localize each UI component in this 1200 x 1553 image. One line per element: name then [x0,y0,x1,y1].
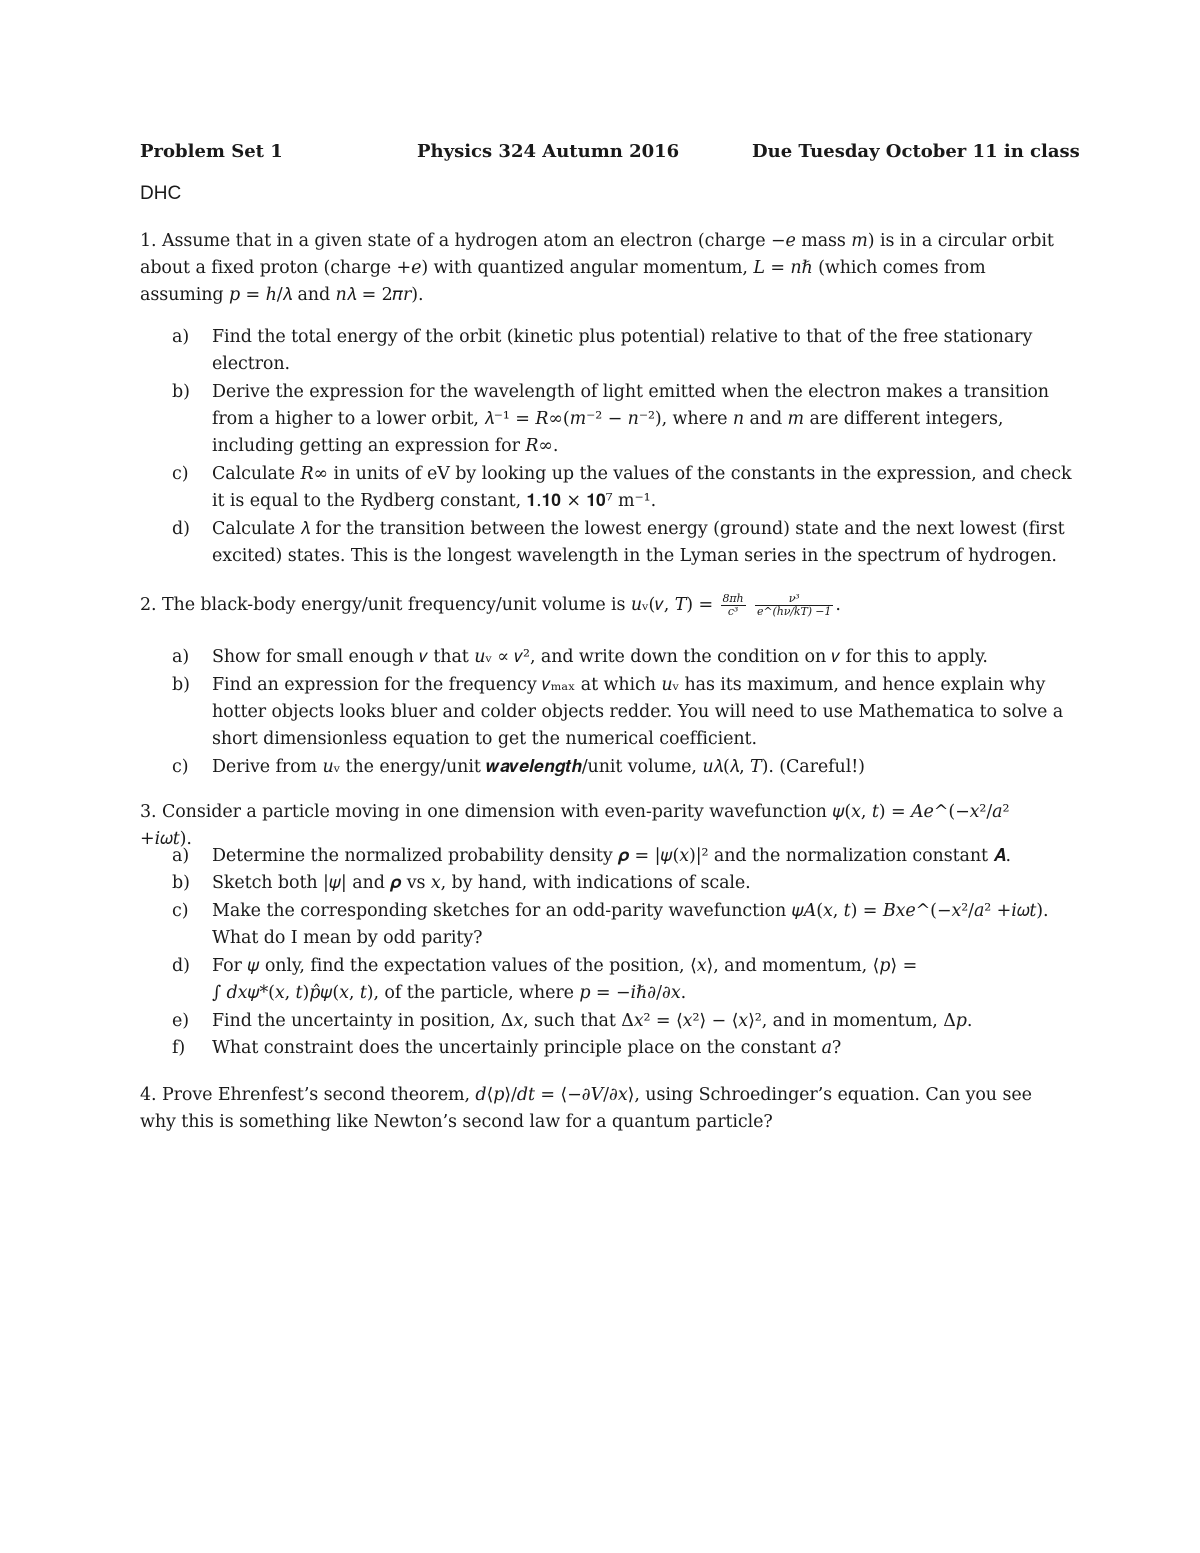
problem-3a [172,843,1072,870]
part-text: What constraint does the uncertainly principle place on the constant 𝑎? [212,1038,842,1058]
part-text: Calculate 𝜆 for the transition between the lowest energy (ground) state and the next lowest (first [212,519,1065,539]
problem-3c [172,898,1072,952]
part-text: Derive the expression for the wavelength of light emitted when the electron makes a transition [212,382,1049,402]
part-text: electron. [212,354,290,374]
problem-2-statement: 2. The black-body energy/unit frequency/unit volume is 𝑢ᵥ(𝜈, 𝑇) = $\frac{8\pi h}{\text{c³}}$ $\frac{\text{ν³}}{e\^{}(h\nu/kT) -1}$ . [140,592,841,618]
part-text: Sketch both |𝜓| and 𝝆 vs 𝑥, by hand, with indications of scale. [212,873,751,893]
problem-2c [172,754,1072,781]
problem-3-intro: 3. Consider a particle moving in one dimension with even-parity wavefunction 𝜓(𝑥, 𝑡) = 𝐴𝑒^(−𝑥²/𝑎² +𝑖𝜔𝑡). [140,802,1010,849]
part-label: a) [172,647,190,667]
problem-1c [172,461,1072,515]
part-text: What do I mean by odd parity? [212,928,483,948]
part-text: from a higher to a lower orbit, 𝜆⁻¹ = 𝑅∞(𝑚⁻² − 𝑛⁻²), where 𝑛 and 𝑚 are different integers, [212,409,1004,429]
part-text: ∫ 𝑑𝑥𝜓*(𝑥, 𝑡)𝑝̂𝜓(𝑥, 𝑡), of the particle, where 𝑝 = −𝑖ℏ∂/∂𝑥. [212,983,687,1003]
problem-1-line: assuming 𝑝 = ℎ/𝜆 and 𝑛𝜆 = 2𝜋𝑟). [140,285,424,305]
part-text: Find the uncertainty in position, Δ𝑥, such that Δ𝑥² = ⟨𝑥²⟩ − ⟨𝑥⟩², and in momentum, Δ𝑝. [212,1011,973,1031]
problem-4-line: 4. Prove Ehrenfest’s second theorem, 𝑑⟨𝑝⟩/𝑑𝑡 = ⟨−∂𝑉/∂𝑥⟩, using Schroedinger’s equation. Can you see [140,1085,1032,1105]
problem-1-line: about a fixed proton (charge +𝑒) with quantized angular momentum, 𝐿 = 𝑛ℏ (which comes from [140,258,986,278]
part-label: c) [172,901,189,921]
part-text: Determine the normalized probability density 𝝆 = |𝜓(𝑥)|² and the normalization constant 𝑨. [212,846,1011,866]
problem-3e [172,1008,1072,1035]
problem-2b [172,672,1072,753]
part-label: b) [172,873,190,893]
problem-3-parts [172,843,1072,1062]
part-text: Make the corresponding sketches for an odd-parity wavefunction 𝜓𝐴(𝑥, 𝑡) = 𝐵𝑥𝑒^(−𝑥²/𝑎² +𝑖𝜔𝑡). [212,901,1049,921]
problem-1-line: 1. Assume that in a given state of a hydrogen atom an electron (charge −𝑒 mass 𝑚) is in a circular orbit [140,231,1054,251]
problem-2a [172,644,1072,671]
part-text: hotter objects looks bluer and colder objects redder. You will need to use Mathematica to solve a [212,702,1064,722]
header-due-date: Due Tuesday October 11 in class [752,141,1080,162]
part-text: Calculate 𝑅∞ in units of eV by looking up the values of the constants in the expression, and check [212,464,1072,484]
part-label: f) [172,1038,186,1058]
part-label: d) [172,519,190,539]
part-text: short dimensionless equation to get the numerical coefficient. [212,729,757,749]
part-text: For 𝜓 only, find the expectation values of the position, ⟨𝑥⟩, and momentum, ⟨𝑝⟩ = [212,956,918,976]
header-course: Physics 324 Autumn 2016 [417,141,680,162]
part-label: a) [172,327,190,347]
problem-1-parts [172,324,1072,570]
problem-1d [172,516,1072,570]
part-text: Derive from 𝑢ᵥ the energy/unit 𝒘𝒂𝒗𝒆𝒍𝒆𝒏𝒈𝒕𝒉/unit volume, 𝑢𝜆(𝜆, 𝑇). (Careful!) [212,757,865,777]
problem-2-parts [172,644,1072,781]
planck-exponential-fraction: $\frac{\text{ν³}}{e\^{}(h\nu/kT) -1}$ [757,592,832,618]
part-label: e) [172,1011,189,1031]
header [140,141,1080,171]
part-text: Find the total energy of the orbit (kinetic plus potential) relative to that of the free stationary [212,327,1033,347]
part-text: Find an expression for the frequency 𝜈ₘₐₓ at which 𝑢ᵥ has its maximum, and hence explain why [212,675,1046,695]
problem-3b [172,870,1072,897]
header-problem-set: Problem Set 1 [140,141,283,162]
problem-1b [172,379,1072,460]
problem-3d [172,953,1072,1007]
part-label: a) [172,846,190,866]
part-label: c) [172,757,189,777]
part-text: Show for small enough 𝜈 that 𝑢ᵥ ∝ 𝜈², and write down the condition on 𝜈 for this to apply. [212,647,988,667]
part-label: b) [172,382,190,402]
problem-4-statement [140,1082,1060,1136]
part-label: b) [172,675,190,695]
problem-4-line: why this is something like Newton’s second law for a quantum particle? [140,1112,773,1132]
part-label: c) [172,464,189,484]
part-text: it is equal to the Rydberg constant, 𝟏.𝟏𝟎 × 𝟏𝟎⁷ m⁻¹. [212,491,657,511]
planck-prefactor-fraction: $\frac{8\pi h}{\text{c³}}$ [722,592,744,618]
problem-3f [172,1035,1072,1062]
part-text: including getting an expression for 𝑅∞. [212,436,559,456]
part-text: excited) states. This is the longest wavelength in the Lyman series in the spectrum of hydrogen. [212,546,1057,566]
author-initials: DHC [140,183,182,204]
problem-2-intro: 2. The black-body energy/unit frequency/unit volume is 𝑢ᵥ(𝜈, 𝑇) = [140,595,714,615]
problem-1-statement [140,228,1060,309]
part-label: d) [172,956,190,976]
problem-1a [172,324,1072,378]
